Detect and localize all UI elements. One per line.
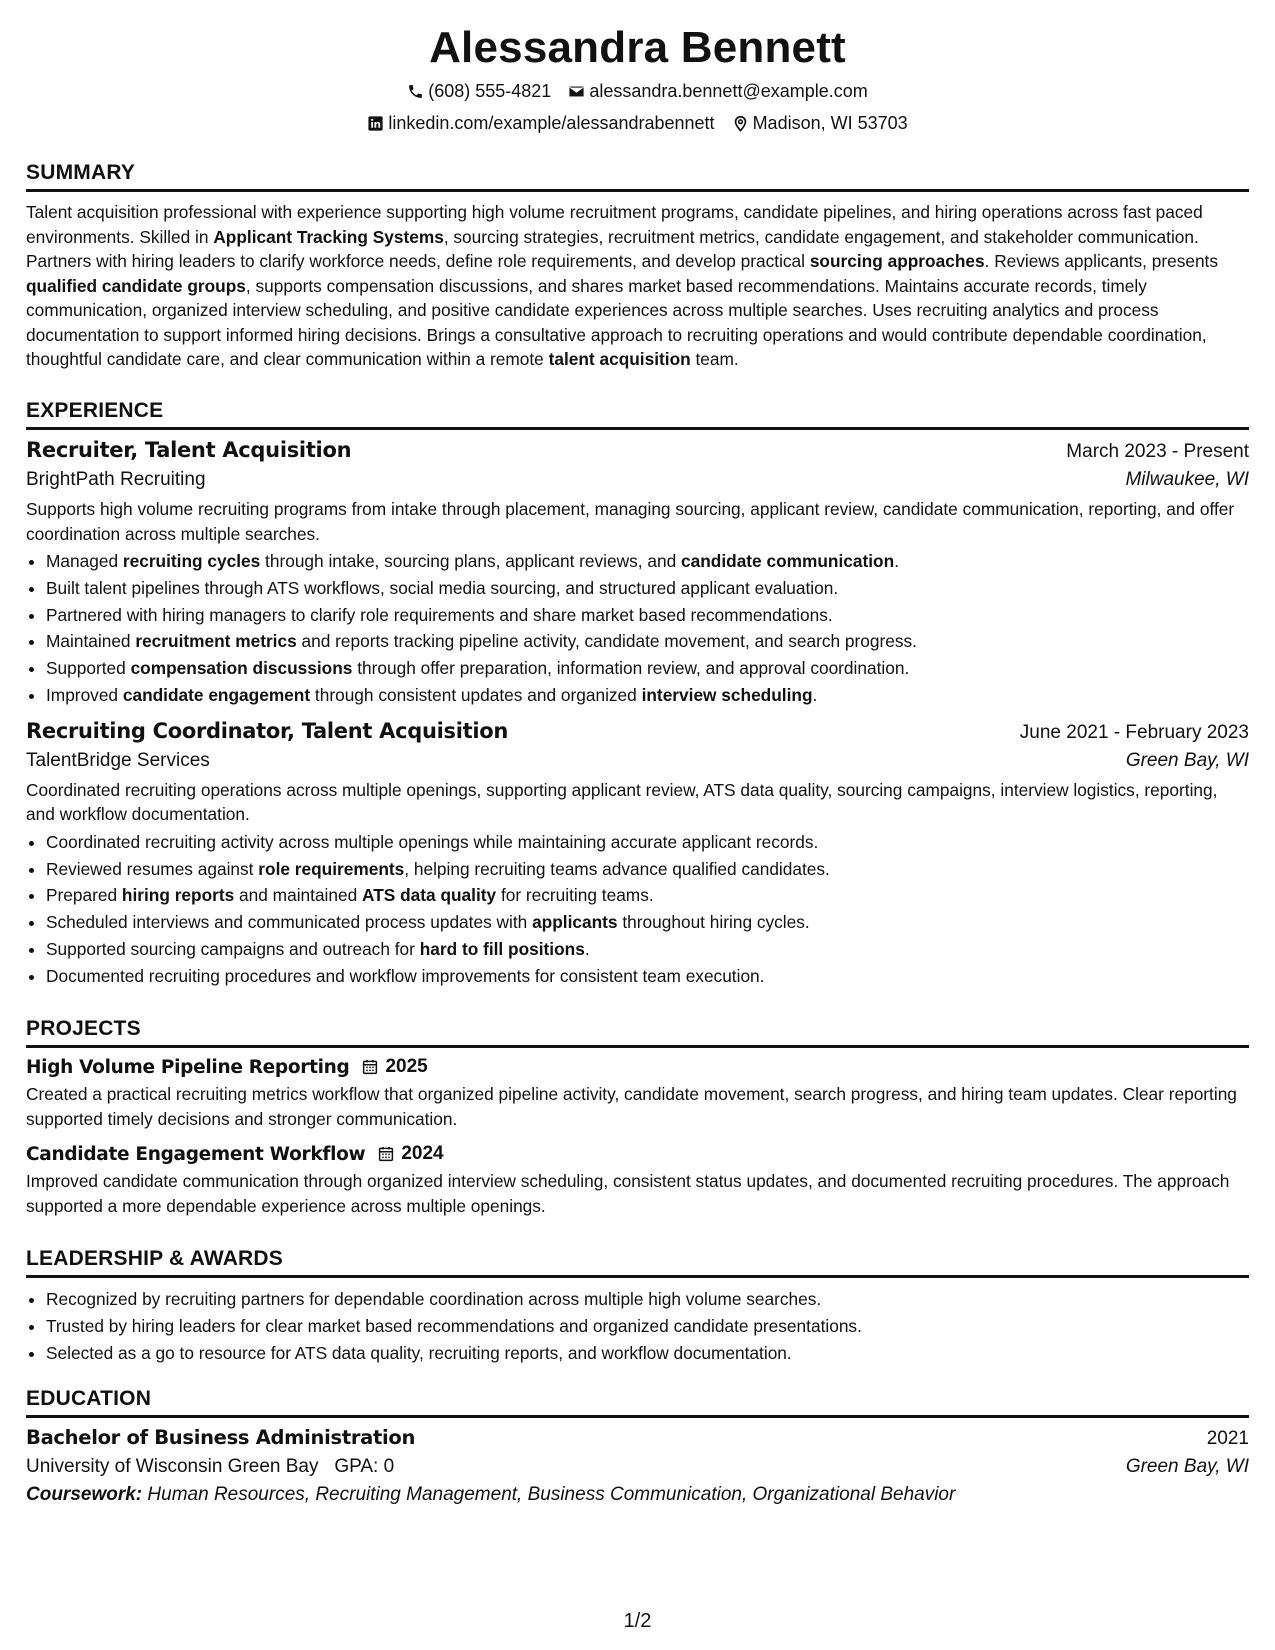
job-location: Green Bay, WI <box>1125 749 1249 771</box>
project-name: High Volume Pipeline Reporting <box>26 1056 350 1078</box>
phone-text: (608) 555-4821 <box>428 81 552 101</box>
calendar-icon <box>361 1058 379 1076</box>
graduation-year: 2021 <box>1206 1428 1249 1449</box>
list-item: • Prepared hiring reports and maintained ATS data quality for recruiting teams. <box>46 882 1249 909</box>
section-heading: LEADERSHIP & AWARDS <box>26 1246 1249 1278</box>
leadership-bullets <box>26 1286 1249 1366</box>
list-item: • Scheduled interviews and communicated process updates with applicants throughout hiring cycles. <box>46 909 1249 936</box>
job-dates: June 2021 - February 2023 <box>1019 721 1249 743</box>
leadership-section <box>26 1246 1249 1366</box>
company-name: BrightPath Recruiting <box>26 469 206 490</box>
school-info <box>26 1456 394 1478</box>
list-item: • Supported compensation discussions through offer preparation, information review, and approval coordination. <box>46 655 1249 682</box>
email-contact[interactable] <box>568 78 867 104</box>
phone-contact <box>407 78 551 104</box>
contact-row-1 <box>0 78 1275 107</box>
list-item: • Supported sourcing campaigns and outreach for hard to fill positions. <box>46 936 1249 963</box>
coursework <box>26 1484 1249 1506</box>
school-name: University of Wisconsin Green Bay <box>26 1456 319 1477</box>
map-pin-icon <box>732 115 749 132</box>
job-entry <box>26 438 1249 709</box>
section-heading: EDUCATION <box>26 1386 1249 1418</box>
linkedin-icon <box>367 115 384 132</box>
job-title: Recruiter, Talent Acquisition <box>26 438 352 462</box>
summary-part: Talent acquisition professional with experience supporting high volume recruitment programs, candidate pipelines, and hiring operations across fast paced environments. Skilled in <box>26 202 1203 247</box>
phone-icon <box>407 83 424 100</box>
list-item: • Reviewed resumes against role requirements, helping recruiting teams advance qualified candidates. <box>46 856 1249 883</box>
calendar-icon <box>377 1145 395 1163</box>
summary-part: , supports compensation discussions, and shares market based recommendations. Maintains accurate records, timely communication, organized interview scheduling, and positive candidate experiences across multiple searches. Uses recruiting analytics and process documentation to support informed hiring decisions. Brings a consultative approach to recruiting operations and would contribute dependable coordination, thoughtful candidate care, and clear communication within a remote <box>26 275 1207 369</box>
section-heading: SUMMARY <box>26 160 1249 192</box>
summary-text <box>26 200 1249 372</box>
list-item: • Improved candidate engagement through consistent updates and organized interview scheduling. <box>46 682 1249 709</box>
summary-part: , sourcing strategies, recruitment metrics, candidate engagement, and stakeholder communication. Partners with hiring leaders to clarify workforce needs, define role requirements, and develop practical <box>26 226 1199 271</box>
candidate-name: Alessandra Bennett <box>429 23 846 72</box>
summary-emphasis: Applicant Tracking Systems <box>213 226 444 247</box>
gpa: GPA: 0 <box>334 1456 395 1477</box>
projects-section <box>26 1016 1249 1218</box>
location-contact <box>732 110 908 136</box>
job-dates: March 2023 - Present <box>1066 441 1249 462</box>
project-entry <box>26 1056 1249 1131</box>
job-title: Recruiting Coordinator, Talent Acquisition <box>26 718 509 743</box>
email-text[interactable]: alessandra.bennett@example.com <box>589 81 868 101</box>
list-item: • Maintained recruitment metrics and reports tracking pipeline activity, candidate movement, and search progress. <box>46 628 1249 655</box>
contact-row-2 <box>0 110 1275 139</box>
section-heading: EXPERIENCE <box>26 398 1249 430</box>
job-bullets <box>26 548 1249 709</box>
list-item: • Selected as a go to resource for ATS data quality, recruiting reports, and workflow documentation. <box>46 1340 1249 1367</box>
job-description: Supports high volume recruiting programs from intake through placement, managing sourcing, applicant review, candidate communication, reporting, and offer coordination across multiple searches. <box>26 499 1235 544</box>
list-item: • Trusted by hiring leaders for clear market based recommendations and organized candidate presentations. <box>46 1313 1249 1340</box>
project-entry <box>26 1143 1249 1218</box>
project-name: Candidate Engagement Workflow <box>26 1143 366 1165</box>
project-description: Created a practical recruiting metrics workflow that organized pipeline activity, candidate movement, search progress, and hiring team updates. Clear reporting supported timely decisions and stronger communication. <box>26 1084 1237 1129</box>
degree: Bachelor of Business Administration <box>26 1426 416 1449</box>
coursework-label: Coursework: <box>26 1484 143 1505</box>
list-item: • Documented recruiting procedures and workflow improvements for consistent team execution. <box>46 963 1249 990</box>
job-entry <box>26 719 1249 990</box>
summary-part: . Reviews applicants, presents <box>984 251 1219 271</box>
summary-part: team. <box>690 349 739 369</box>
summary-emphasis: talent acquisition <box>548 349 691 369</box>
list-item: • Coordinated recruiting activity across multiple openings while maintaining accurate applicant records. <box>46 829 1249 856</box>
summary-emphasis: qualified candidate groups <box>26 275 246 296</box>
page-number: 1/2 <box>623 1610 652 1632</box>
project-description: Improved candidate communication through organized interview scheduling, consistent status updates, and documented recruiting procedures. The approach supported a more dependable experience across multiple openings. <box>26 1171 1230 1216</box>
section-heading: PROJECTS <box>26 1016 1249 1048</box>
linkedin-contact[interactable] <box>367 110 714 136</box>
job-description: Coordinated recruiting operations across multiple openings, supporting applicant review, ATS data quality, sourcing campaigns, interview logistics, reporting, and workflow documentation. <box>26 779 1218 825</box>
summary-emphasis: sourcing approaches <box>809 251 985 271</box>
experience-section <box>26 398 1249 990</box>
list-item: • Recognized by recruiting partners for dependable coordination across multiple high volume searches. <box>46 1286 1249 1313</box>
school-location: Green Bay, WI <box>1125 1456 1249 1477</box>
summary-section <box>26 160 1249 372</box>
job-location: Milwaukee, WI <box>1125 469 1249 490</box>
linkedin-text[interactable]: linkedin.com/example/alessandrabennett <box>388 113 715 133</box>
list-item: • Managed recruiting cycles through intake, sourcing plans, applicant reviews, and candidate communication. <box>46 548 1249 575</box>
project-year: 2024 <box>401 1143 444 1164</box>
company-name: TalentBridge Services <box>26 749 210 771</box>
project-year: 2025 <box>385 1056 428 1077</box>
list-item: • Partnered with hiring managers to clarify role requirements and share market based recommendations. <box>46 602 1249 629</box>
education-section <box>26 1386 1249 1506</box>
list-item: • Built talent pipelines through ATS workflows, social media sourcing, and structured applicant evaluation. <box>46 575 1249 602</box>
location-text: Madison, WI 53703 <box>752 113 908 133</box>
coursework-list: Human Resources, Recruiting Management, Business Communication, Organizational Behavior <box>147 1484 956 1505</box>
job-bullets <box>26 829 1249 990</box>
envelope-icon <box>568 83 585 100</box>
